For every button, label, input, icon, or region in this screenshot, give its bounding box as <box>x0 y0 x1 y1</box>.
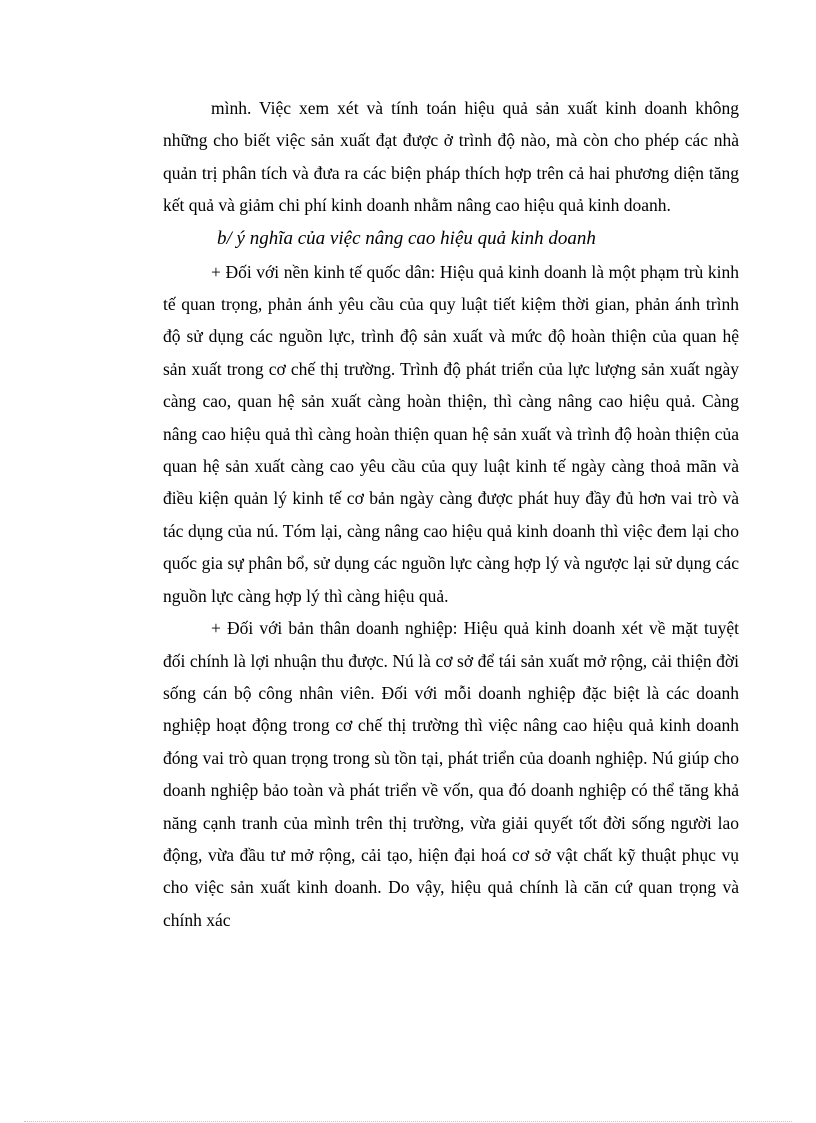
paragraph-intro-continuation: mình. Việc xem xét và tính toán hiệu quả sản xuất kinh doanh không những cho biết việc sản xuất đạt được ở trình độ nào, mà còn cho phép các nhà quản trị phân tích và đưa ra các biện pháp thích hợp trên cả hai phương diện tăng kết quả và giảm chi phí kinh doanh nhằm nâng cao hiệu quả kinh doanh. <box>163 98 739 216</box>
paragraph-enterprise: + Đối với bản thân doanh nghiệp: Hiệu quả kinh doanh xét về mặt tuyệt đối chính là lợi nhuận thu được. Nú là cơ sở để tái sản xuất mở rộng, cải thiện đời sống cán bộ công nhân viên. Đối với mỗi doanh nghiệp đặc biệt là các doanh nghiệp hoạt động trong cơ chế thị trường thì việc nâng cao hiệu quả kinh doanh đóng vai trò quan trọng trong sù tồn tại, phát triển của doanh nghiệp. Nú giúp cho doanh nghiệp bảo toàn và phát triển về vốn, qua đó doanh nghiệp có thể tăng khả năng cạnh tranh của mình trên thị trường, vừa giải quyết tốt đời sống người lao động, vừa đầu tư mở rộng, cải tạo, hiện đại hoá cơ sở vật chất kỹ thuật phục vụ cho việc sản xuất kinh doanh. Do vậy, hiệu quả chính là căn cứ quan trọng và chính xác <box>163 618 739 930</box>
paragraph-national-economy: + Đối với nền kinh tế quốc dân: Hiệu quả kinh doanh là một phạm trù kinh tế quan trọng, phản ánh yêu cầu của quy luật tiết kiệm thời gian, phản ánh trình độ sử dụng các nguồn lực, trình độ sản xuất và mức độ hoàn thiện của quan hệ sản xuất trong cơ chế thị trường. Trình độ phát triển của lực lượng sản xuất ngày càng cao, quan hệ sản xuất càng hoàn thiện, thì càng nâng cao hiệu quả. Càng nâng cao hiệu quả thì càng hoàn thiện quan hệ sản xuất và trình độ hoàn thiện của quan hệ sản xuất càng cao yêu cầu của quy luật kinh tế ngày càng thoả mãn và điều kiện quản lý kinh tế cơ bản ngày càng được phát huy đầy đủ hơn vai trò và tác dụng của nú. Tóm lại, càng nâng cao hiệu quả kinh doanh thì việc đem lại cho quốc gia sự phân bổ, sử dụng các nguồn lực càng hợp lý và ngược lại sử dụng các nguồn lực càng hợp lý thì càng hiệu quả. <box>163 261 739 606</box>
page-bottom-divider <box>24 1121 792 1122</box>
document-body <box>163 92 739 936</box>
section-heading: b/ ý nghĩa của việc nâng cao hiệu quả kinh doanh <box>217 227 596 249</box>
